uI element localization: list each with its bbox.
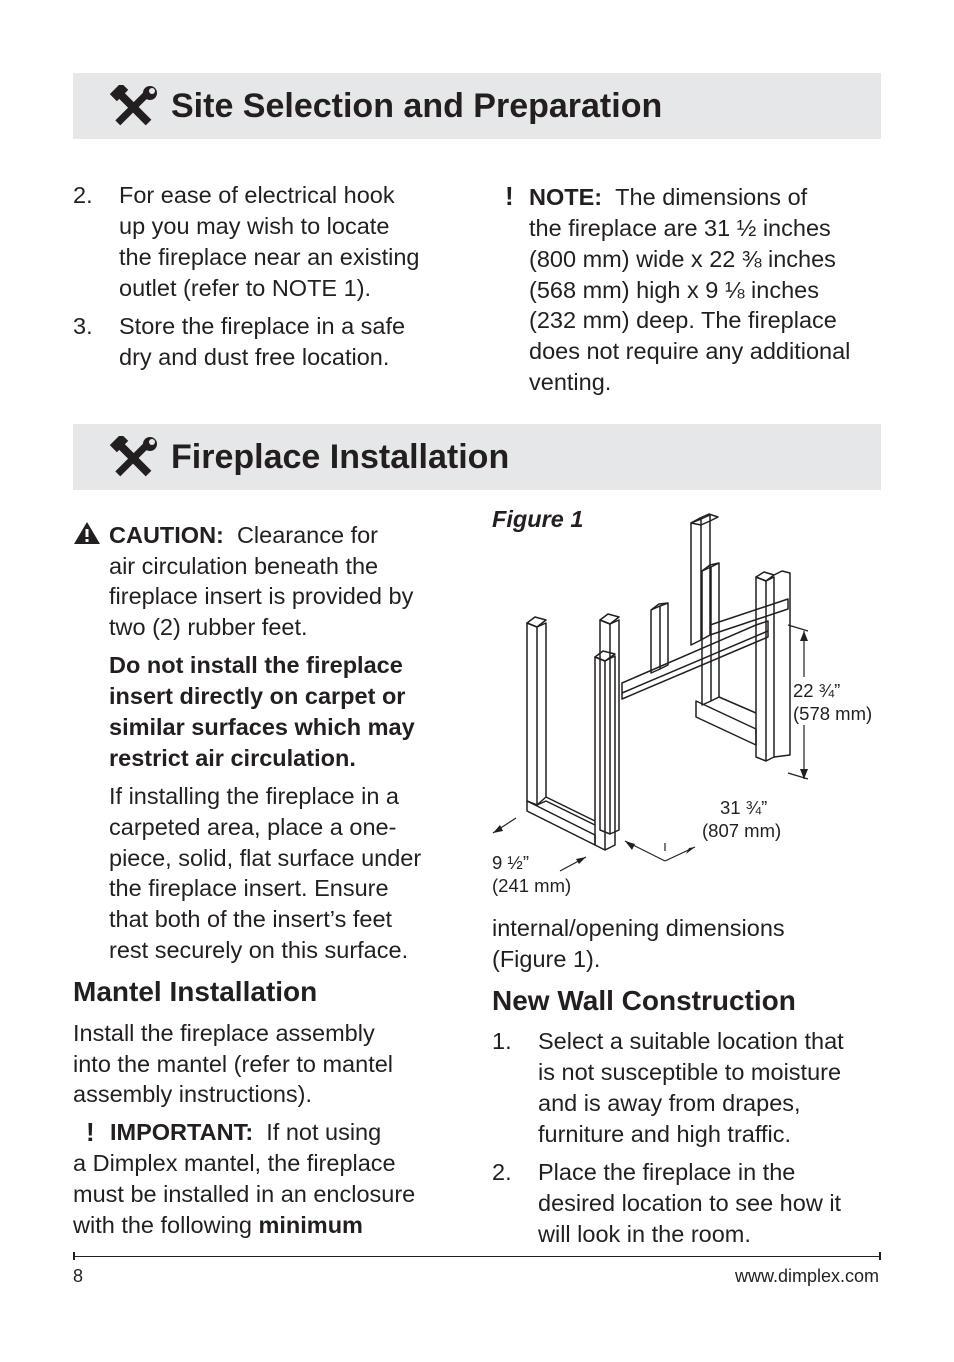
tools-icon (109, 436, 157, 480)
caution-line: Clearance for (236, 522, 379, 548)
carpet-line: the fireplace insert. Ensure (109, 875, 389, 901)
warning-line: similar surfaces which may (109, 714, 415, 740)
mantel-heading: Mantel Installation (73, 976, 318, 1007)
note-line: (232 mm) deep. The fireplace (529, 307, 837, 333)
warning-icon (73, 521, 101, 545)
list-number: 1. (492, 1028, 512, 1054)
note-line: does not require any additional (529, 338, 851, 364)
section-title: Fireplace Installation (171, 438, 510, 476)
section-banner-site (73, 73, 881, 139)
important-last-line (73, 1210, 363, 1241)
footer-rule-tick (879, 1252, 881, 1260)
width-mm-label: (807 mm) (702, 820, 782, 841)
figure-caption: Figure 1 (492, 506, 584, 532)
footer-rule-tick (73, 1252, 75, 1260)
important-line: If not using (266, 1119, 382, 1145)
list-item-line: outlet (refer to NOTE 1). (119, 275, 372, 301)
list-item-line: Place the fireplace in the (538, 1159, 796, 1185)
footer-rule (73, 1256, 881, 1257)
important-emphasis: minimum (258, 1212, 363, 1238)
carpet-line: rest securely on this surface. (109, 937, 409, 963)
important-line: must be installed in an enclosure (73, 1181, 416, 1207)
mantel-line: assembly instructions). (73, 1081, 312, 1107)
list-number: 3. (73, 313, 93, 339)
important-line: with the following (73, 1212, 259, 1238)
list-item-line: desired location to see how it (538, 1190, 842, 1216)
page-number: 8 (73, 1266, 84, 1286)
tools-icon (109, 85, 157, 129)
exclamation-icon: ! (505, 181, 514, 211)
list-item-line: Store the fireplace in a safe (119, 313, 406, 339)
section-banner-install (73, 424, 881, 490)
list-item-line: the fireplace near an existing (119, 244, 420, 270)
note-line: the fireplace are 31 ½ inches (529, 215, 831, 241)
list-item-line: For ease of electrical hook (119, 182, 395, 208)
note-line: (568 mm) high x 9 ⅛ inches (529, 277, 819, 303)
depth-mm-label: (241 mm) (492, 875, 572, 896)
important-label: IMPORTANT: (110, 1119, 254, 1145)
note-line: venting. (529, 369, 612, 395)
note-label: NOTE: (529, 184, 603, 210)
list-item-line: will look in the room. (538, 1221, 751, 1247)
caution-label: CAUTION: (109, 522, 224, 548)
carpet-line: carpeted area, place a one- (109, 814, 397, 840)
carpet-line: that both of the insert’s feet (109, 906, 393, 932)
important-line: a Dimplex mantel, the fireplace (73, 1150, 396, 1176)
width-label: 31 ¾” (720, 797, 768, 818)
mantel-line: into the mantel (refer to mantel (73, 1051, 394, 1077)
figure-followup-line: internal/opening dimensions (492, 915, 785, 941)
exclamation-icon: ! (86, 1117, 95, 1147)
height-label: 22 ¾” (793, 680, 841, 701)
warning-line: Do not install the fireplace (109, 652, 403, 678)
list-item-line: up you may wish to locate (119, 213, 390, 239)
note-line: (800 mm) wide x 22 ⅜ inches (529, 246, 836, 272)
warning-line: insert directly on carpet or (109, 683, 406, 709)
important-first-line (110, 1117, 381, 1148)
list-item-line: and is away from drapes, (538, 1090, 801, 1116)
caution-line: fireplace insert is provided by (109, 583, 414, 609)
depth-label: 9 ½” (492, 852, 530, 873)
page-title: Site Selection and Preparation (171, 87, 663, 125)
list-item-line: is not susceptible to moisture (538, 1059, 842, 1085)
footer-url: www.dimplex.com (734, 1266, 879, 1286)
mantel-line: Install the fireplace assembly (73, 1020, 375, 1046)
list-item-line: dry and dust free location. (119, 344, 390, 370)
carpet-line: piece, solid, flat surface under (109, 845, 422, 871)
list-number: 2. (492, 1159, 512, 1185)
note-first-line (529, 182, 807, 213)
list-item-line: furniture and high traffic. (538, 1121, 791, 1147)
new-wall-heading: New Wall Construction (492, 985, 796, 1016)
carpet-line: If installing the fireplace in a (109, 783, 399, 809)
list-item-line: Select a suitable location that (538, 1028, 844, 1054)
height-mm-label: (578 mm) (793, 703, 873, 724)
caution-first-line (109, 520, 378, 551)
caution-line: air circulation beneath the (109, 553, 379, 579)
note-line: The dimensions of (615, 184, 808, 210)
caution-line: two (2) rubber feet. (109, 614, 308, 640)
figure-followup-line: (Figure 1). (492, 946, 601, 972)
list-number: 2. (73, 182, 93, 208)
warning-line: restrict air circulation. (109, 745, 356, 771)
